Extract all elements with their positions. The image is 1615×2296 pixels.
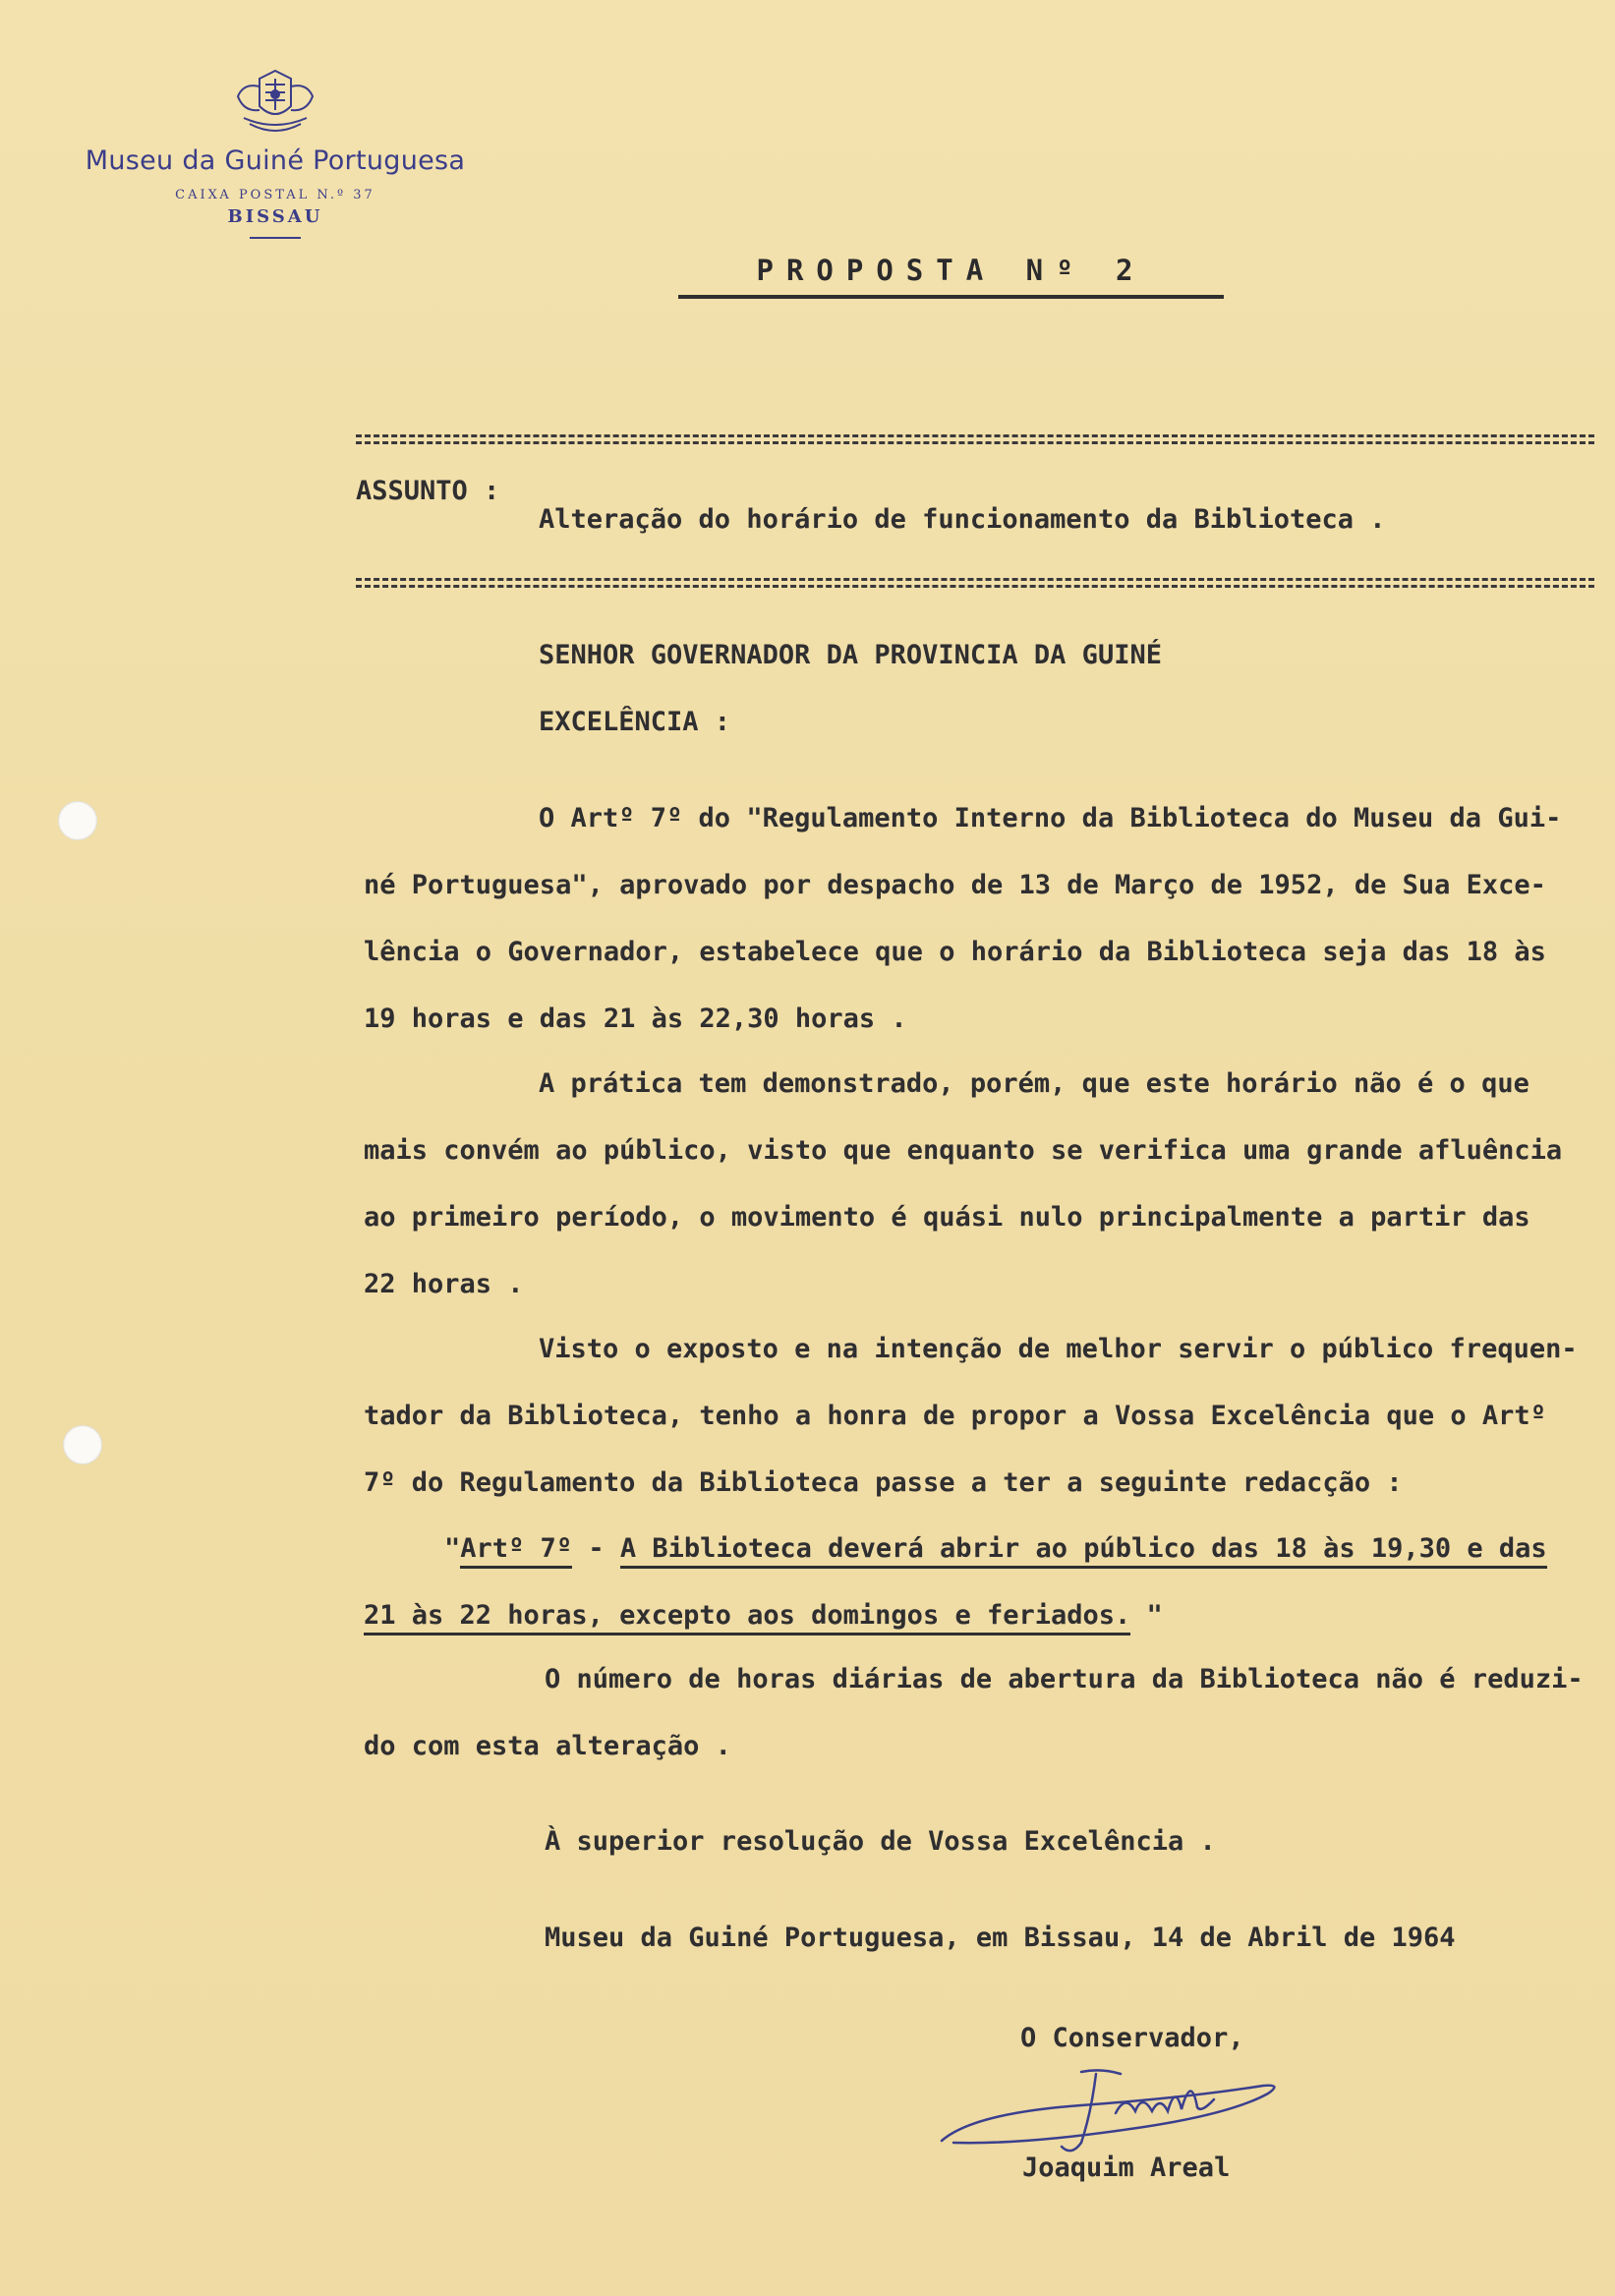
letterhead bbox=[59, 67, 491, 239]
closing-line: À superior resolução de Vossa Excelência . bbox=[545, 1826, 1216, 1857]
body-line: 22 horas . bbox=[364, 1269, 524, 1299]
body-line: 19 horas e das 21 às 22,30 horas . bbox=[364, 1004, 907, 1034]
signatory-name: Joaquim Areal bbox=[1022, 2152, 1231, 2183]
quoted-article-line-1 bbox=[444, 1533, 1547, 1564]
subject-text: Alteração do horário de funcionamento da Biblioteca . bbox=[539, 504, 1386, 535]
quoted-article-line-2 bbox=[364, 1600, 1163, 1631]
title-underline bbox=[678, 295, 1224, 299]
body-line: ao primeiro período, o movimento é quási nulo principalmente a partir das bbox=[364, 1202, 1530, 1233]
body-line: tador da Biblioteca, tenho a honra de propor a Vossa Excelência que o Artº bbox=[364, 1401, 1546, 1431]
signatory-title: O Conservador, bbox=[1020, 2023, 1244, 2053]
letterhead-postal-box: CAIXA POSTAL N.º 37 bbox=[175, 188, 375, 202]
place-date: Museu da Guiné Portuguesa, em Bissau, 14 de Abril de 1964 bbox=[545, 1923, 1456, 1953]
proposal-title: PROPOSTA Nº 2 bbox=[756, 254, 1146, 287]
addressee: SENHOR GOVERNADOR DA PROVINCIA DA GUINÉ bbox=[539, 640, 1162, 670]
subject-rule-bottom bbox=[356, 578, 1594, 588]
salutation: EXCELÊNCIA : bbox=[539, 707, 731, 737]
body-line: A prática tem demonstrado, porém, que este horário não é o que bbox=[539, 1068, 1529, 1099]
letterhead-rule bbox=[250, 237, 301, 239]
body-line: do com esta alteração . bbox=[364, 1731, 731, 1761]
quote-dash: - bbox=[572, 1533, 620, 1564]
body-line: 7º do Regulamento da Biblioteca passe a ter a seguinte redacção : bbox=[364, 1467, 1403, 1498]
quoted-article-number: Artº 7º bbox=[460, 1533, 572, 1569]
punch-hole-top bbox=[58, 801, 97, 840]
subject-label: ASSUNTO : bbox=[356, 476, 500, 506]
body-line: lência o Governador, estabelece que o horário da Biblioteca seja das 18 às bbox=[364, 937, 1546, 967]
punch-hole-bottom bbox=[63, 1425, 102, 1464]
body-line: O Artº 7º do "Regulamento Interno da Biblioteca do Museu da Gui- bbox=[539, 803, 1562, 833]
quote-open-mark: " bbox=[444, 1533, 461, 1564]
body-line: O número de horas diárias de abertura da Biblioteca não é reduzi- bbox=[545, 1664, 1584, 1694]
handwritten-signature bbox=[934, 2054, 1288, 2162]
museum-crest-icon bbox=[230, 67, 320, 140]
body-line: mais convém ao público, visto que enquanto se verifica uma grande afluência bbox=[364, 1135, 1563, 1166]
quoted-article-text: A Biblioteca deverá abrir ao público das 18 às 19,30 e das bbox=[620, 1533, 1547, 1569]
subject-rule-top bbox=[356, 434, 1594, 444]
quote-close-mark: " bbox=[1130, 1600, 1163, 1631]
body-line: né Portuguesa", aprovado por despacho de 13 de Março de 1952, de Sua Exce- bbox=[364, 870, 1546, 900]
quoted-article-text-cont: 21 às 22 horas, excepto aos domingos e feriados. bbox=[364, 1600, 1130, 1636]
letterhead-city: BISSAU bbox=[227, 206, 323, 227]
body-line: Visto o exposto e na intenção de melhor servir o público frequen- bbox=[539, 1334, 1578, 1364]
letterhead-name: Museu da Guiné Portuguesa bbox=[85, 145, 466, 176]
